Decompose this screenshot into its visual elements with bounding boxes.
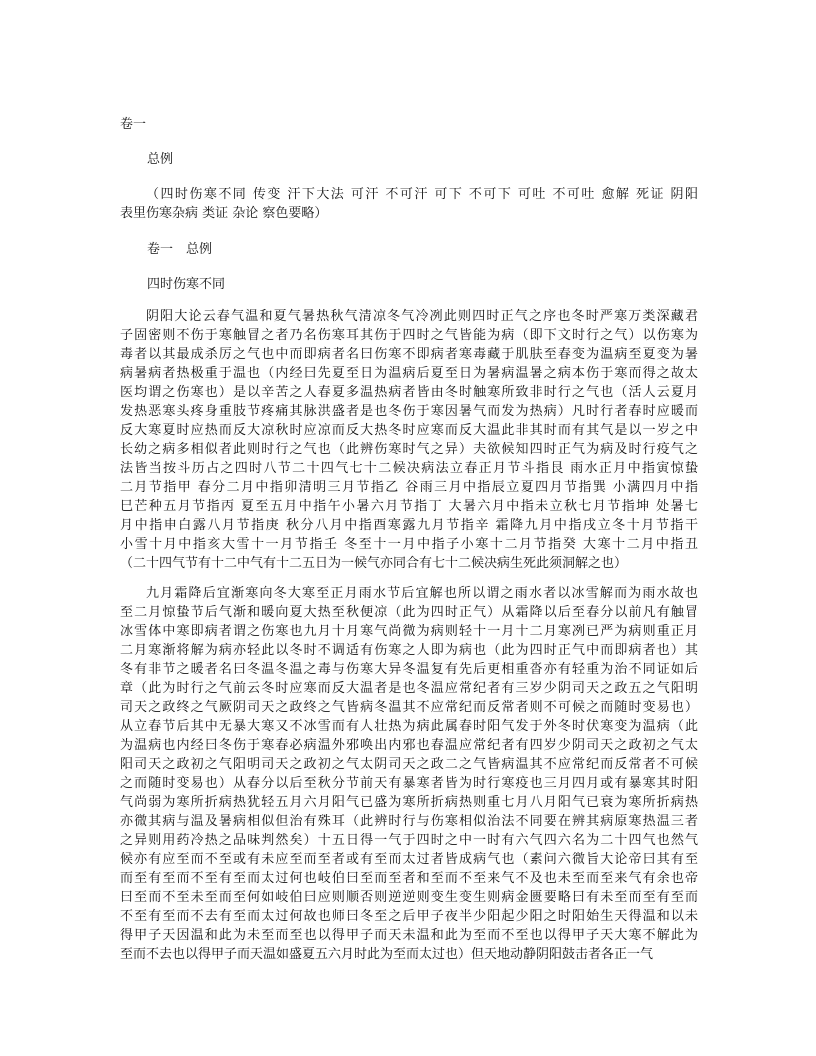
paragraph-line: 二月节指甲 春分二月中指卯清明三月节指乙 谷雨三月中指辰立夏四月节指巽 小满四月中指 [120, 480, 698, 495]
paragraph-line: 亦微其病与温及暑病相似但治有殊耳（此辨时行与伤寒相似治法不同要在辨其病原寒热温三者 [120, 814, 698, 829]
paragraph-line: 小雪十月中指亥大雪十一月节指壬 冬至十一月中指子小寒十二月节指癸 大寒十二月中指丑 [120, 537, 698, 552]
volume-title: 卷一 [120, 117, 147, 132]
paragraph-line: 月中指申白露八月节指庚 秋分八月中指酉寒露九月节指辛 霜降九月中指戌立冬十月节指干 [120, 518, 698, 533]
paragraph-line: 九月霜降后宜渐寒向冬大寒至正月雨水节后宜解也所以谓之雨水者以冰雪解而为雨水故也 [146, 586, 698, 601]
topic-heading: 四时伤寒不同 [147, 277, 226, 292]
paragraph-line: 从立春节后其中无暴大寒又不冰雪而有人壮热为病此属春时阳气发于外冬时伏寒变为温病（此 [120, 719, 698, 734]
paragraph-line: 反大寒夏时应热而反大凉秋时应凉而反大热冬时应寒而反大温此非其时而有其气是以一岁之中 [120, 423, 698, 438]
paragraph-line: 之而随时变易也）从春分以后至秋分节前天有暴寒者皆为时行寒疫也三月四月或有暴寒其时阳 [120, 776, 698, 791]
paragraph-line: （二十四气节有十二中气有十二五日为一候气亦同合有七十二候决病生死此须洞解之也） [120, 556, 628, 571]
paragraph-2 [120, 584, 698, 964]
paragraph-line: 子固密则不伤于寒触冒之者乃名伤寒耳其伤于四时之气皆能为病（即下文时行之气）以伤寒为 [120, 328, 698, 343]
paragraph-line: 长幼之病多相似者此则时行之气也（此辨伤寒时气之异）夫欲候知四时正气为病及时行疫气之 [120, 442, 698, 457]
section-title: 总例 [147, 152, 174, 167]
sub-heading: 卷一 总例 [147, 242, 213, 257]
contents-line: 表里伤寒杂病 类证 杂论 察色要略） [120, 206, 328, 221]
contents-list [120, 185, 698, 223]
paragraph-line: 司天之政终之气厥阴司天之政终之气皆病冬温其不应常纪而反常者则不可候之而随时变易也） [120, 700, 698, 715]
paragraph-line: 之异则用药冷热之品味判然矣）十五日得一气于四时之中一时有六气四六名为二十四气也然气 [120, 833, 698, 848]
paragraph-line: 至而不去也以得甲子而天温如盛夏五六月时此为至而太过也）但天地动静阴阳鼓击者各正一气 [120, 947, 654, 962]
paragraph-line: 法皆当按斗历占之四时八节二十四气七十二候决病法立春正月节斗指艮 雨水正月中指寅惊蛰 [120, 461, 698, 476]
paragraph-line: 不至有至而不去有至而太过何故也师曰冬至之后甲子夜半少阳起少阳之时阳始生天得温和以未 [120, 909, 698, 924]
paragraph-line: 医均谓之伤寒也）是以辛苦之人春夏多温热病者皆由冬时触寒所致非时行之气也（活人云夏月 [120, 385, 698, 400]
paragraph-line: 毒者以其最成杀厉之气也中而即病者名曰伤寒不即病者寒毒藏于肌肤至春变为温病至夏变为暑 [120, 347, 698, 362]
paragraph-1 [120, 307, 698, 573]
paragraph-line: 发热恶寒头疼身重肢节疼痛其脉洪盛者是也冬伤于寒因暑气而发为热病）凡时行者春时应暖而 [120, 404, 698, 419]
paragraph-line: 曰至而不至未至而至何如岐伯曰应则顺否则逆逆则变生变生则病金匮要略曰有未至而至有至而 [120, 890, 698, 905]
paragraph-line: 阳司天之政初之气阳明司天之政初之气太阴司天之政二之气皆病温其不应常纪而反常者不可候 [120, 757, 698, 772]
paragraph-line: 冬有非节之暖者名曰冬温冬温之毒与伤寒大异冬温复有先后更相重沓亦有轻重为治不同证如后 [120, 662, 698, 677]
paragraph-line: 病暑病者热极重于温也（内经曰先夏至日为温病后夏至日为暑病温暑之病本伤于寒而得之故太 [120, 366, 698, 381]
paragraph-line: 巳芒种五月节指丙 夏至五月中指午小暑六月节指丁 大暑六月中指未立秋七月节指坤 处暑七 [120, 499, 698, 514]
contents-line: （四时伤寒不同 传变 汗下大法 可汗 不可汗 可下 不可下 可吐 不可吐 愈解 死证 阴阳 [146, 187, 698, 202]
paragraph-line: 候亦有应至而不至或有未应至而至者或有至而太过者皆成病气也（素问六微旨大论帝曰其有至 [120, 852, 698, 867]
paragraph-line: 得甲子天因温和此为未至而至也以得甲子而天未温和此为至而不至也以得甲子天大寒不解此为 [120, 928, 698, 943]
paragraph-line: 气尚弱为寒所折病热犹轻五月六月阳气已盛为寒所折病热则重七月八月阳气已衰为寒所折病热 [120, 795, 698, 810]
paragraph-line: 章（此为时行之气前云冬时应寒而反大温者是也冬温应常纪者有三岁少阴司天之政五之气阳明 [120, 681, 698, 696]
paragraph-line: 冰雪体中寒即病者谓之伤寒也九月十月寒气尚微为病则轻十一月十二月寒冽已严为病则重正月 [120, 624, 698, 639]
paragraph-line: 阴阳大论云春气温和夏气暑热秋气清凉冬气冷冽此则四时正气之序也冬时严寒万类深藏君 [146, 309, 698, 324]
paragraph-line: 至二月惊蛰节后气渐和暖向夏大热至秋便凉（此为四时正气）从霜降以后至春分以前凡有触冒 [120, 605, 698, 620]
paragraph-line: 二月寒渐将解为病亦轻此以冬时不调适有伤寒之人即为病也（此为四时正气中而即病者也）其 [120, 643, 698, 658]
paragraph-line: 而至有至而不至有至而太过何也岐伯曰至而至者和至而不至来气不及也未至而至来气有余也帝 [120, 871, 698, 886]
paragraph-line: 为温病也内经曰冬伤于寒春必病温外邪唤出内邪也春温应常纪者有四岁少阴司天之政初之气太 [120, 738, 698, 753]
